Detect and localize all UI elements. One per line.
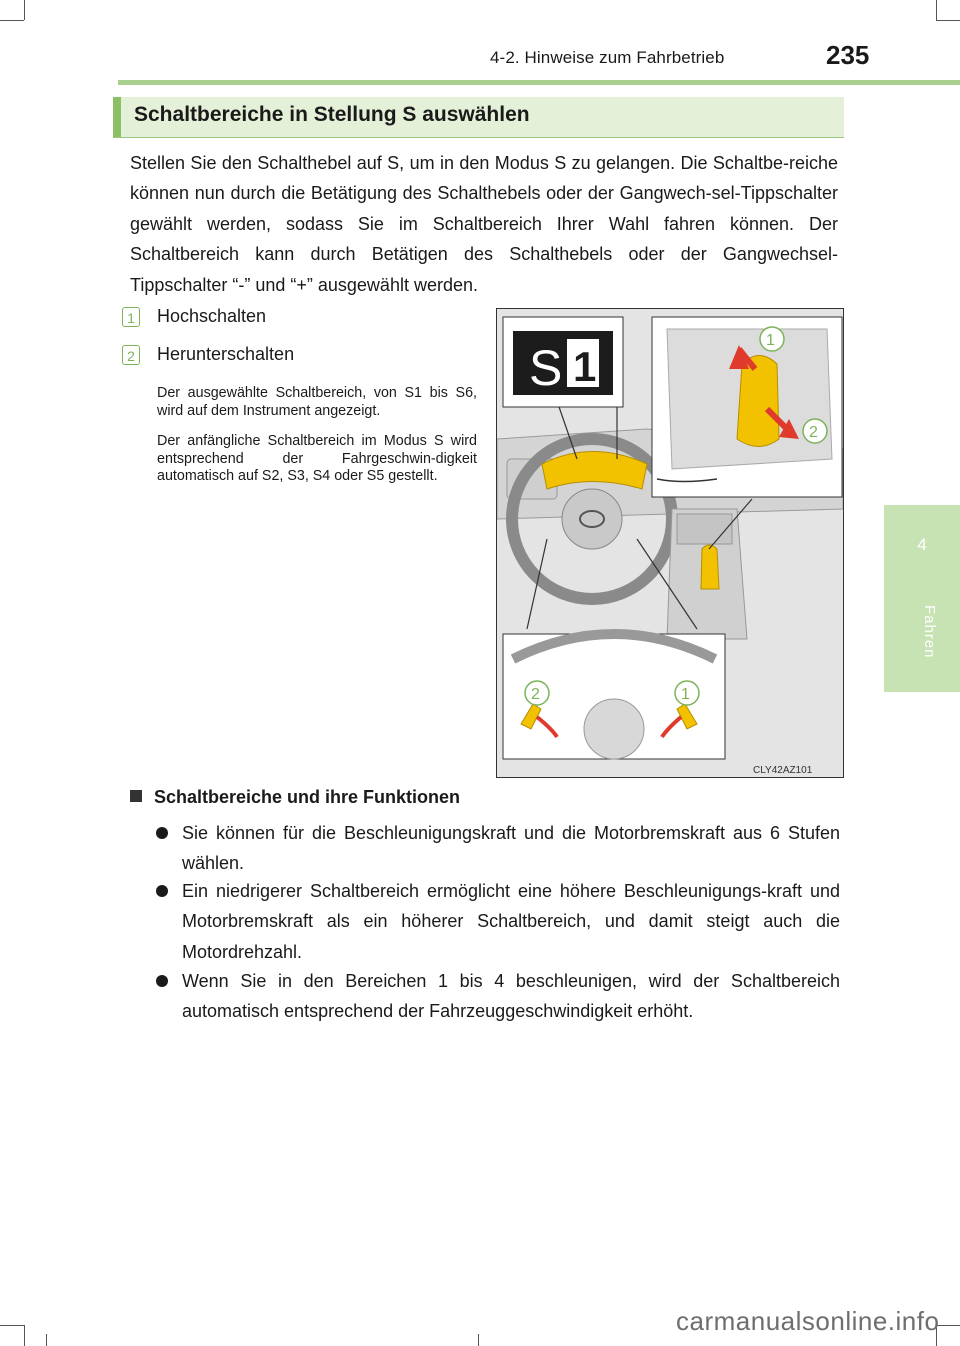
chapter-label: Fahren: [921, 605, 938, 659]
section-title: Schaltbereiche in Stellung S auswählen: [134, 103, 530, 126]
list-item: [156, 876, 840, 967]
section-heading-bar: [113, 97, 121, 137]
display-gear: 1: [573, 343, 597, 390]
square-bullet-icon: [130, 790, 142, 802]
crop-mark: [936, 20, 960, 21]
crop-mark: [24, 1325, 25, 1346]
crop-mark: [0, 1325, 24, 1326]
crop-mark: [936, 0, 937, 20]
bullet-icon: [156, 885, 168, 897]
page-number: 235: [826, 40, 870, 70]
callout-number: 2: [531, 686, 540, 703]
bullet-icon: [156, 975, 168, 987]
illustration-code: CLY42AZ101: [753, 765, 813, 776]
subsection-heading: [130, 787, 460, 808]
chapter-number: 4: [917, 535, 927, 554]
shift-illustration-drawing: [497, 309, 843, 777]
crop-mark: [936, 1325, 960, 1326]
callout-number: 1: [766, 332, 775, 349]
shift-illustration: [496, 308, 844, 778]
list-item-text: Wenn Sie in den Bereichen 1 bis 4 beschleunigen, wird der Schaltbereich automatisch entsprechend der Fahrzeuggeschwindigkeit erhöht.: [182, 971, 840, 1022]
header-rule: [118, 80, 960, 85]
note-initial-range: Der anfängliche Schaltbereich im Modus S wird entsprechend der Fahrgeschwin-digkeit automatisch auf S2, S3, S4 oder S5 gestellt.: [157, 433, 477, 484]
display-letter: S: [529, 340, 563, 396]
subsection-title: Schaltbereiche und ihre Funktionen: [154, 787, 461, 807]
item-label-upshift: Hochschalten: [157, 306, 267, 326]
item-label-downshift: Herunterschalten: [157, 344, 295, 364]
crop-mark: [46, 1334, 47, 1346]
section-heading-box: [113, 97, 844, 138]
list-item: [156, 966, 840, 1027]
chapter-side-tab[interactable]: [884, 505, 960, 692]
list-item-text: Sie können für die Beschleunigungskraft und die Motorbremskraft aus 6 Stufen wählen.: [182, 823, 840, 874]
item-number-badge: 1: [122, 307, 140, 327]
crop-mark: [478, 1334, 479, 1346]
intro-paragraph: Stellen Sie den Schalthebel auf S, um in den Modus S zu gelangen. Die Schaltbe-reiche können nun durch die Betätigung des Schalthebels oder der Gangwech-sel-Tippschalter gewählt werden, sodass Sie im Schaltbereich Ihrer Wahl fahren können. Der Schaltbereich kann durch Betätigen des Schalthebels oder der Gangwechsel-Tippschalter “-” und “+” ausgewählt werden.: [130, 153, 838, 295]
item-number-badge: 2: [122, 345, 140, 365]
header-section-title: 4-2. Hinweise zum Fahrbetrieb: [490, 48, 725, 67]
list-item-text: Ein niedrigerer Schaltbereich ermöglicht eine höhere Beschleunigungs-kraft und Motorbremskraft als ein höherer Schaltbereich, und damit steigt auch die Motordrehzahl.: [182, 881, 840, 962]
bullet-icon: [156, 827, 168, 839]
crop-mark: [0, 20, 24, 21]
watermark: carmanualsonline.info: [676, 1306, 940, 1336]
crop-mark: [24, 0, 25, 20]
note-display: Der ausgewählte Schaltbereich, von S1 bis S6, wird auf dem Instrument angezeigt.: [157, 385, 477, 419]
callout-number: 2: [809, 424, 818, 441]
callout-number: 1: [681, 686, 690, 703]
list-item: [156, 818, 840, 879]
